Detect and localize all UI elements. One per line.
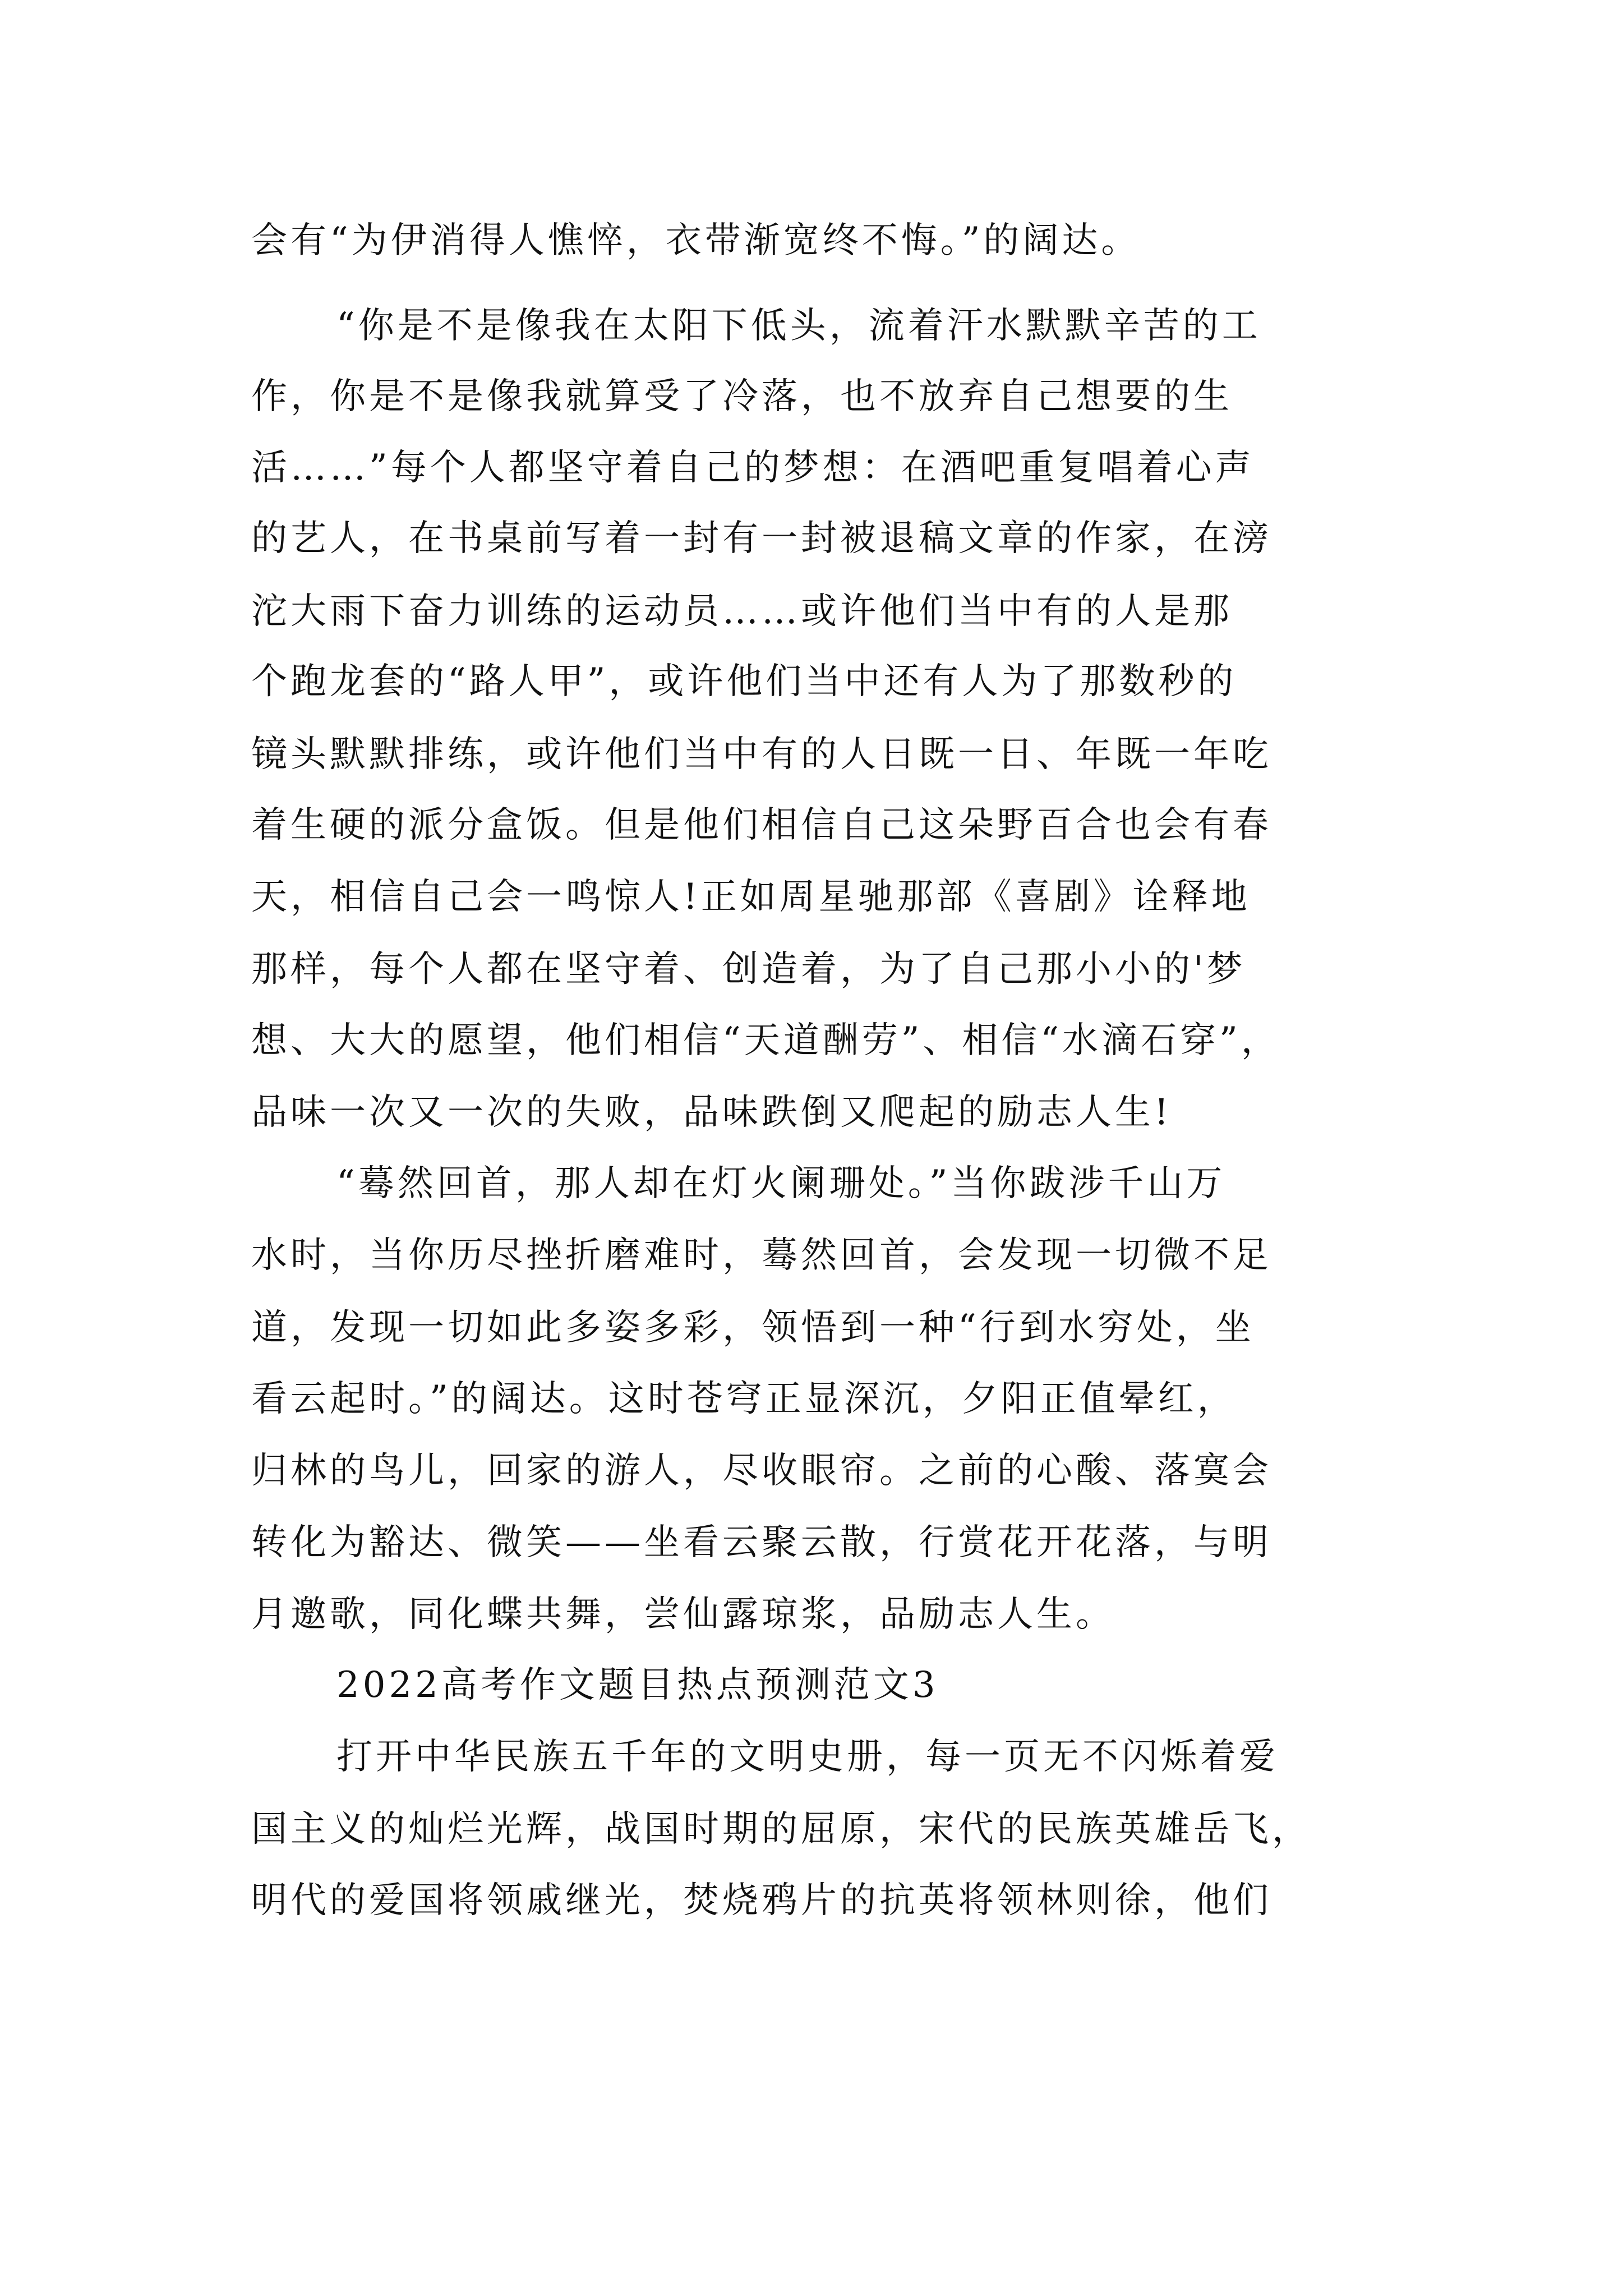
paragraph-line: 那样，每个人都在坚守着、创造着，为了自己那小小的'梦 [251,949,1246,990]
paragraph-line: 沱大雨下奋力训练的运动员……或许他们当中有的人是那 [251,591,1233,632]
paragraph-line: 看云起时。”的阔达。这时苍穹正显深沉，夕阳正值晕红， [251,1378,1237,1420]
paragraph-line: 个跑龙套的“路人甲”，或许他们当中还有人为了那数秒的 [251,661,1237,702]
paragraph-line: 活……”每个人都坚守着自己的梦想：在酒吧重复唱着心声 [251,447,1255,489]
paragraph-line: 打开中华民族五千年的文明史册，每一页无不闪烁着爱 [336,1736,1279,1778]
paragraph-line: 镜头默默排练，或许他们当中有的人日既一日、年既一年吃 [251,734,1272,775]
paragraph-line: “你是不是像我在太阳下低头，流着汗水默默辛苦的工 [336,305,1261,347]
section-heading: 2022高考作文题目热点预测范文3 [336,1664,939,1706]
paragraph-line: 品味一次又一次的失败，品味跌倒又爬起的励志人生! [251,1092,1172,1133]
paragraph-line: 水时，当你历尽挫折磨难时，蓦然回首，会发现一切微不足 [251,1235,1272,1276]
paragraph-line: 的艺人，在书桌前写着一封有一封被退稿文章的作家，在滂 [251,518,1272,559]
paragraph-line: 着生硬的派分盒饭。但是他们相信自己这朵野百合也会有春 [251,804,1272,846]
paragraph-line: 作，你是不是像我就算受了冷落，也不放弃自己想要的生 [251,376,1233,417]
paragraph-line: 月邀歌，同化蝶共舞，尝仙露琼浆，品励志人生。 [251,1594,1115,1635]
paragraph-line: 道，发现一切如此多姿多彩，领悟到一种“行到水穷处，坐 [251,1307,1255,1349]
paragraph-line: 转化为豁达、微笑——坐看云聚云散，行赏花开花落，与明 [251,1522,1272,1563]
paragraph-line: “蓦然回首，那人却在灯火阑珊处。”当你跋涉千山万 [336,1163,1226,1204]
paragraph-line: 想、大大的愿望，他们相信“天道酬劳”、相信“水滴石穿”， [251,1020,1280,1061]
paragraph-line: 天，相信自己会一鸣惊人!正如周星驰那部《喜剧》诠释地 [251,876,1251,918]
paragraph-line: 国主义的灿烂光辉，战国时期的屈原，宋代的民族英雄岳飞， [251,1809,1311,1850]
paragraph-line: 会有“为伊消得人憔悴，衣带渐宽终不悔。”的阔达。 [251,220,1141,261]
paragraph-line: 归林的鸟儿，回家的游人，尽收眼帘。之前的心酸、落寞会 [251,1450,1272,1492]
paragraph-line: 明代的爱国将领戚继光，焚烧鸦片的抗英将领林则徐，他们 [251,1880,1272,1921]
